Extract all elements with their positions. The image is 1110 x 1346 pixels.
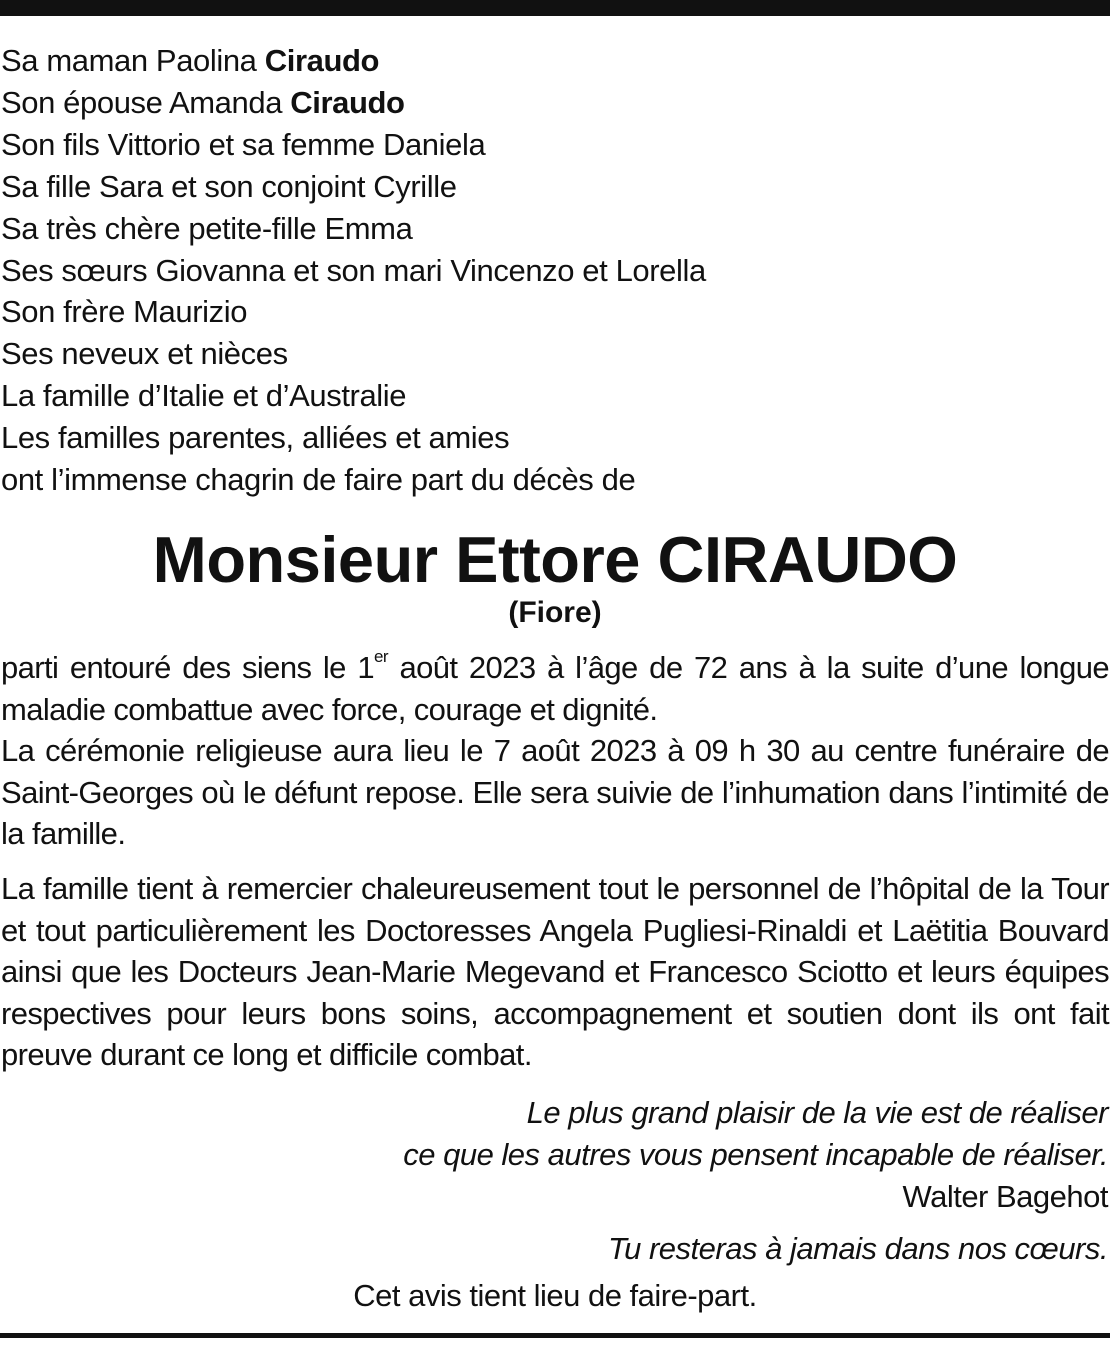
ceremony-text: La cérémonie religieuse aura lieu le 7 août 2023 à 09 h 30 au centre funéraire de Saint-Georges où le défunt repose. Elle sera suivie de l’inhumation dans l’intimité de la famille. — [1, 733, 1109, 852]
deceased-nickname: (Fiore) — [508, 596, 602, 629]
family-line: Ses neveux et nièces — [1, 336, 288, 372]
quote-author: Walter Bagehot — [902, 1179, 1108, 1214]
top-rule — [0, 0, 1110, 16]
closing-line: Tu resteras à jamais dans nos cœurs. — [608, 1231, 1108, 1266]
ordinal-suffix: er — [374, 647, 388, 666]
family-line: Sa maman Paolina Ciraudo — [1, 43, 380, 78]
family-line: Son frère Maurizio — [1, 294, 248, 330]
notice-line: Cet avis tient lieu de faire-part. — [353, 1278, 757, 1313]
family-line: Sa très chère petite-fille Emma — [1, 210, 413, 246]
bottom-rule — [0, 1333, 1110, 1338]
quote-block — [8, 1092, 1108, 1218]
death-notice-paragraph: parti entouré des siens le 1er août 2023 à l’âge de 72 ans à la suite d’une longue maladie combattue avec force, courage et dignité. La cérémonie religieuse aura lieu le 7 août 2023 à 09 h 30 au centre funéraire de Saint-Georges où le défunt repose. Elle sera suivie de l’inhumation dans l’intimité de la famille. — [1, 647, 1109, 852]
family-line: Son épouse Amanda Ciraudo — [1, 84, 405, 120]
quote-line: ce que les autres vous pensent incapable de réaliser. — [403, 1137, 1108, 1172]
thanks-paragraph: La famille tient à remercier chaleureusement tout le personnel de l’hôpital de la Tour et tout particulièrement les Doctoresses Angela Pugliesi-Rinaldi et Laëtitia Bouvard ainsi que les Docteurs Jean-Marie Megevand et Francesco Sciotto et leurs équipes respectives pour leurs bons soins, accompagnement et soutien dont ils ont fait preuve durant ce long et difficile combat. — [1, 871, 1109, 1073]
family-line: ont l’immense chagrin de faire part du décès de — [1, 462, 636, 498]
quote-line: Le plus grand plaisir de la vie est de réaliser — [526, 1095, 1108, 1130]
family-line: Les familles parentes, alliées et amies — [1, 420, 510, 456]
family-line: La famille d’Italie et d’Australie — [1, 378, 407, 414]
family-surname: Ciraudo — [290, 84, 405, 120]
family-line: Sa fille Sara et son conjoint Cyrille — [1, 168, 457, 204]
family-surname: Ciraudo — [264, 43, 380, 78]
family-list — [1, 40, 1101, 501]
family-line: Ses sœurs Giovanna et son mari Vincenzo et Lorella — [1, 252, 706, 288]
deceased-name: Monsieur Ettore CIRAUDO — [152, 523, 958, 596]
family-line: Son fils Vittorio et sa femme Daniela — [1, 126, 486, 162]
